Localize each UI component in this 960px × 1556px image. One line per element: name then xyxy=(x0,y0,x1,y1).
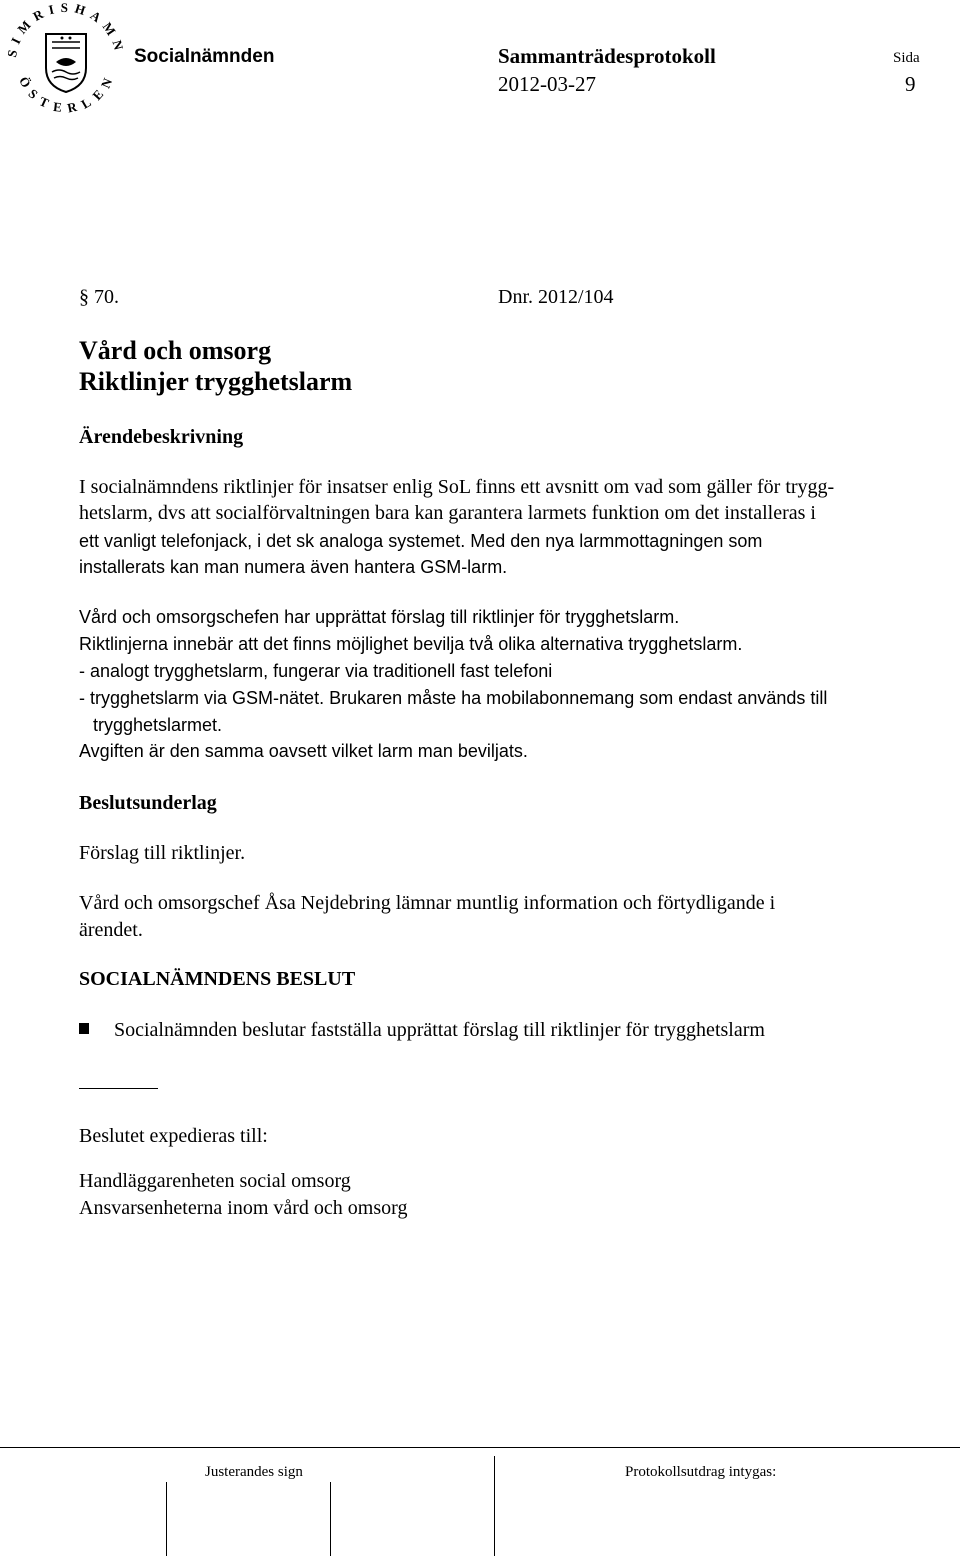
description-p2-line4: - trygghetslarm via GSM-nätet. Brukaren måste ha mobilabonnemang som endast används till xyxy=(79,688,828,708)
separator-rule xyxy=(79,1088,158,1089)
bullet-square-icon xyxy=(79,1023,89,1034)
svg-text:SIMRISHAMN xyxy=(4,0,128,59)
description-p2-line5: trygghetslarmet. xyxy=(93,715,223,735)
committee-name: Socialnämnden xyxy=(134,46,275,67)
sign-label: Justerandes sign xyxy=(205,1464,303,1480)
description-p2-line2: Riktlinjerna innebär att det finns möjlighet bevilja två olika alternativa trygghetslarm. xyxy=(79,634,743,654)
basis-heading: Beslutsunderlag xyxy=(79,792,217,814)
basis-info-line1: Vård och omsorgschef Åsa Nejdebring lämnar muntlig information och förtydligande i xyxy=(79,892,776,914)
signature-box-divider xyxy=(330,1482,331,1556)
footer-rule xyxy=(0,1447,960,1448)
signature-box-divider xyxy=(494,1456,495,1556)
basis-info-line2: ärendet. xyxy=(79,919,143,941)
page-label: Sida xyxy=(893,50,920,66)
dnr: Dnr. 2012/104 xyxy=(498,286,614,308)
section-number: § 70. xyxy=(79,286,119,308)
signature-box-divider xyxy=(166,1482,167,1556)
case-title-line2: Riktlinjer trygghetslarm xyxy=(79,367,353,396)
basis-item: Förslag till riktlinjer. xyxy=(79,842,246,864)
logo-text-bottom: ÖSTERLEN xyxy=(15,69,118,116)
municipality-logo xyxy=(2,0,130,120)
description-p2-line6: Avgiften är den samma oavsett vilket larm man beviljats. xyxy=(79,741,528,761)
decision-text: Socialnämnden beslutar fastställa upprättat förslag till riktlinjer för trygghetslarm xyxy=(114,1019,765,1041)
description-p1-line3: ett vanligt telefonjack, i det sk analoga systemet. Med den nya larmmottagningen som xyxy=(79,531,763,551)
protocol-title: Sammanträdesprotokoll xyxy=(498,44,716,68)
distribution-label: Beslutet expedieras till: xyxy=(79,1125,268,1147)
recipient-2: Ansvarsenheterna inom vård och omsorg xyxy=(79,1197,408,1219)
meeting-date: 2012-03-27 xyxy=(498,72,596,96)
description-p1-line2: hetslarm, dvs att socialförvaltningen bara kan garantera larmets funktion om det installeras i xyxy=(79,502,816,524)
description-p1-line1: I socialnämndens riktlinjer för insatser enlig SoL finns ett avsnitt om vad som gäller för trygg- xyxy=(79,476,835,498)
description-heading: Ärendebeskrivning xyxy=(79,426,244,448)
description-p2-line1: Vård och omsorgschefen har upprättat förslag till riktlinjer för trygghetslarm. xyxy=(79,607,680,627)
case-title-line1: Vård och omsorg xyxy=(79,336,272,365)
decision-heading: SOCIALNÄMNDENS BESLUT xyxy=(79,968,356,990)
page-number: 9 xyxy=(905,72,916,96)
logo-text-top: SIMRISHAMN xyxy=(3,0,128,59)
extract-label: Protokollsutdrag intygas: xyxy=(625,1464,777,1480)
description-p1-line4: installerats kan man numera även hantera GSM-larm. xyxy=(79,557,508,577)
recipient-1: Handläggarenheten social omsorg xyxy=(79,1170,351,1192)
description-p2-line3: - analogt trygghetslarm, fungerar via traditionell fast telefoni xyxy=(79,661,553,681)
